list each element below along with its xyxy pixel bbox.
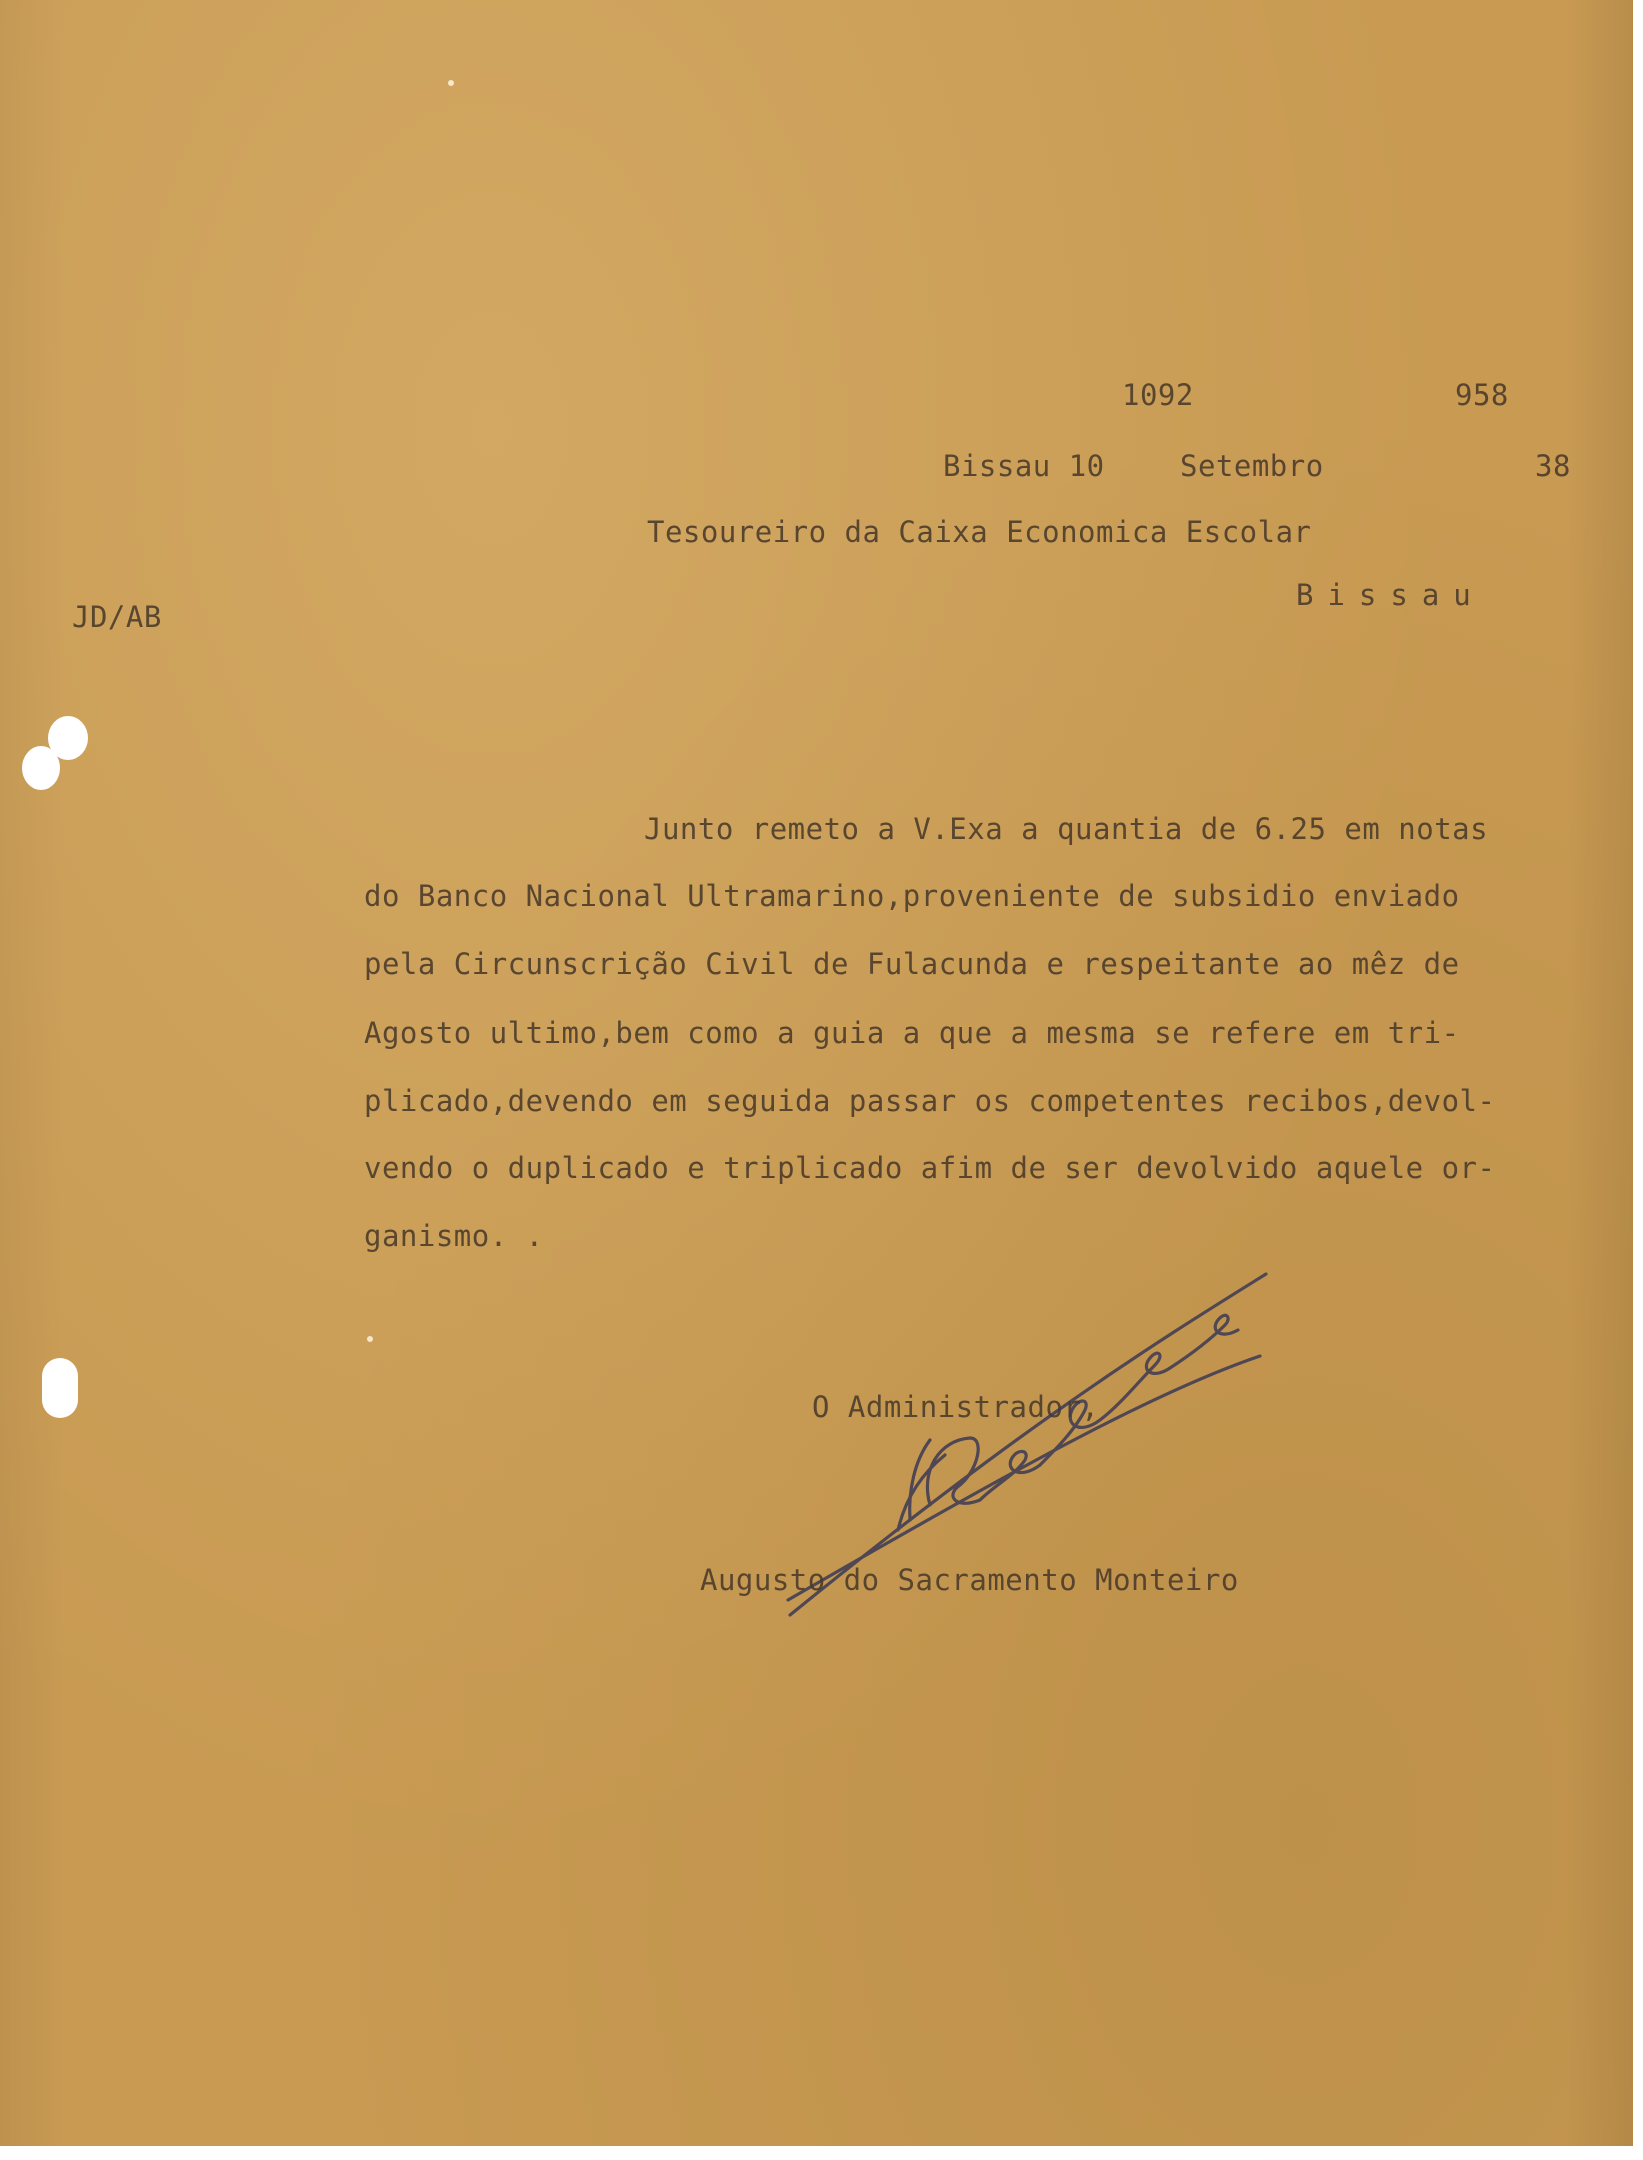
body-line: pela Circunscrição Civil de Fulacunda e respeitante ao mêz de — [364, 947, 1460, 981]
date-place-day: Bissau 10 — [943, 449, 1105, 483]
signer-name: Augusto do Sacramento Monteiro — [700, 1563, 1239, 1597]
closing-title: O Administrador, — [812, 1390, 1100, 1424]
body-line: Agosto ultimo,bem como a guia a que a mesma se refere em tri- — [364, 1016, 1460, 1050]
typist-initials: JD/AB — [72, 600, 162, 634]
body-line: do Banco Nacional Ultramarino,proveniente de subsidio enviado — [364, 879, 1460, 913]
punch-hole — [48, 716, 88, 760]
body-line: vendo o duplicado e triplicado afim de ser devolvido aquele or- — [364, 1151, 1496, 1185]
paper-speck — [448, 80, 454, 86]
body-line: ganismo. . — [364, 1219, 544, 1253]
reference-number: 1092 — [1122, 378, 1194, 412]
addressee: Tesoureiro da Caixa Economica Escolar — [647, 515, 1312, 549]
date-month: Setembro — [1180, 449, 1324, 483]
body-line: Junto remeto a V.Exa a quantia de 6.25 em notas — [644, 812, 1489, 846]
paper-speck — [367, 1336, 373, 1342]
addressee-city: Bissau — [1296, 578, 1485, 612]
punch-hole — [42, 1358, 78, 1418]
reference-code: 958 — [1455, 378, 1509, 412]
body-line: plicado,devendo em seguida passar os competentes recibos,devol- — [364, 1084, 1496, 1118]
date-year: 38 — [1535, 449, 1571, 483]
